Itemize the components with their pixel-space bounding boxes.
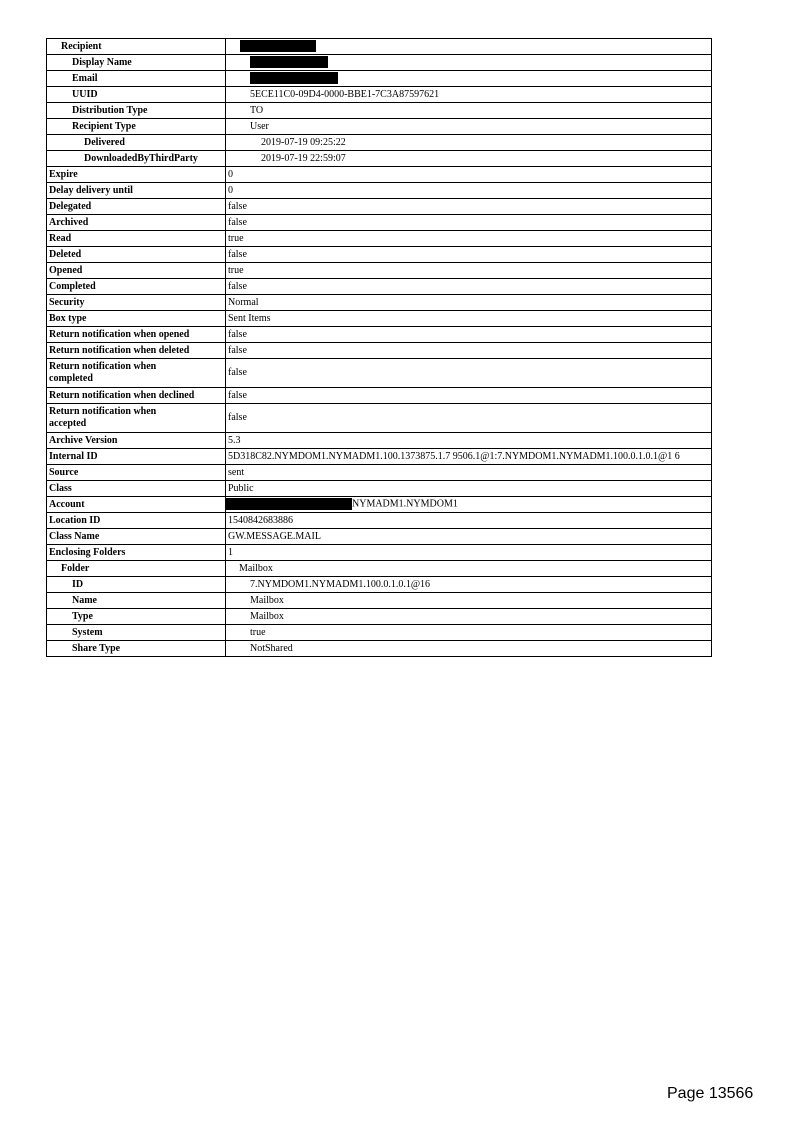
redaction-block — [250, 72, 338, 84]
row-value: Public — [226, 481, 712, 497]
row-label: Recipient Type — [47, 119, 226, 135]
table-row — [47, 609, 712, 625]
table-row — [47, 167, 712, 183]
row-value: false — [226, 388, 712, 404]
row-label: Read — [47, 231, 226, 247]
row-label: Deleted — [47, 247, 226, 263]
row-label: Distribution Type — [47, 103, 226, 119]
row-value: false — [226, 215, 712, 231]
table-row — [47, 465, 712, 481]
row-label: Account — [47, 497, 226, 513]
row-label: Box type — [47, 311, 226, 327]
table-row — [47, 215, 712, 231]
table-row — [47, 71, 712, 87]
row-value: false — [226, 327, 712, 343]
row-value: GW.MESSAGE.MAIL — [226, 529, 712, 545]
table-row — [47, 247, 712, 263]
account-suffix: NYMADM1.NYMDOM1 — [352, 498, 458, 510]
row-label: Delay delivery until — [47, 183, 226, 199]
row-label: ID — [47, 577, 226, 593]
row-label: Security — [47, 295, 226, 311]
table-row — [47, 183, 712, 199]
row-label: Return notification when accepted — [47, 404, 226, 433]
row-label: UUID — [47, 87, 226, 103]
row-label: Class Name — [47, 529, 226, 545]
row-value: 7.NYMDOM1.NYMADM1.100.0.1.0.1@16 — [226, 577, 712, 593]
table-row — [47, 545, 712, 561]
table-row — [47, 279, 712, 295]
row-value: Normal — [226, 295, 712, 311]
table-row — [47, 87, 712, 103]
row-value: TO — [226, 103, 712, 119]
table-row — [47, 295, 712, 311]
row-label: Display Name — [47, 55, 226, 71]
row-value: 2019-07-19 09:25:22 — [226, 135, 712, 151]
row-value: Mailbox — [226, 609, 712, 625]
table-row — [47, 513, 712, 529]
row-value: 1540842683886 — [226, 513, 712, 529]
table-row — [47, 481, 712, 497]
table-row — [47, 327, 712, 343]
row-label: Return notification when opened — [47, 327, 226, 343]
row-value: true — [226, 625, 712, 641]
row-label: Expire — [47, 167, 226, 183]
table-row — [47, 231, 712, 247]
table-row — [47, 388, 712, 404]
row-value: 0 — [226, 167, 712, 183]
row-value — [226, 71, 712, 87]
table-row — [47, 359, 712, 388]
row-label: Return notification when deleted — [47, 343, 226, 359]
table-row — [47, 593, 712, 609]
row-value: true — [226, 263, 712, 279]
table-row — [47, 404, 712, 433]
row-label: System — [47, 625, 226, 641]
row-value: false — [226, 359, 712, 388]
row-value — [226, 55, 712, 71]
table-row — [47, 561, 712, 577]
table-row — [47, 199, 712, 215]
row-value: 5D318C82.NYMDOM1.NYMADM1.100.1373875.1.7 9506.1@1:7.NYMDOM1.NYMADM1.100.0.1.0.1@1 6 — [226, 449, 712, 465]
row-label: Share Type — [47, 641, 226, 657]
row-value — [226, 497, 712, 513]
row-label: Source — [47, 465, 226, 481]
redaction-block — [250, 56, 328, 68]
table-row — [47, 577, 712, 593]
table-row — [47, 311, 712, 327]
row-label: Archive Version — [47, 433, 226, 449]
properties-table — [46, 38, 712, 657]
table-row — [47, 55, 712, 71]
row-label: Archived — [47, 215, 226, 231]
row-value: false — [226, 343, 712, 359]
row-value: false — [226, 279, 712, 295]
row-label: Enclosing Folders — [47, 545, 226, 561]
table-row — [47, 529, 712, 545]
row-value: Mailbox — [226, 593, 712, 609]
row-label: Type — [47, 609, 226, 625]
row-label: Recipient — [47, 39, 226, 55]
row-value: Sent Items — [226, 311, 712, 327]
row-value — [226, 39, 712, 55]
table-row — [47, 263, 712, 279]
row-label: Class — [47, 481, 226, 497]
table-row — [47, 135, 712, 151]
row-value: false — [226, 247, 712, 263]
table-row — [47, 449, 712, 465]
row-label: Completed — [47, 279, 226, 295]
table-row — [47, 343, 712, 359]
row-label: Delegated — [47, 199, 226, 215]
row-label: DownloadedByThirdParty — [47, 151, 226, 167]
row-label: Folder — [47, 561, 226, 577]
row-label: Return notification when declined — [47, 388, 226, 404]
row-label: Email — [47, 71, 226, 87]
row-label: Return notification when completed — [47, 359, 226, 388]
table-row — [47, 151, 712, 167]
table-row — [47, 119, 712, 135]
table-row — [47, 497, 712, 513]
row-value: User — [226, 119, 712, 135]
row-value: 0 — [226, 183, 712, 199]
row-value: 5ECE11C0-09D4-0000-BBE1-7C3A87597621 — [226, 87, 712, 103]
row-value: 2019-07-19 22:59:07 — [226, 151, 712, 167]
table-row — [47, 641, 712, 657]
row-value: Mailbox — [226, 561, 712, 577]
table-row — [47, 39, 712, 55]
table-row — [47, 625, 712, 641]
row-value: 5.3 — [226, 433, 712, 449]
table-row — [47, 103, 712, 119]
row-label: Delivered — [47, 135, 226, 151]
table-row — [47, 433, 712, 449]
row-label: Name — [47, 593, 226, 609]
row-value: NotShared — [226, 641, 712, 657]
page-number: Page 13566 — [667, 1085, 754, 1102]
row-label: Internal ID — [47, 449, 226, 465]
row-value: true — [226, 231, 712, 247]
row-value: sent — [226, 465, 712, 481]
row-label: Opened — [47, 263, 226, 279]
row-label: Location ID — [47, 513, 226, 529]
redaction-block — [226, 498, 352, 510]
row-value: false — [226, 199, 712, 215]
row-value: false — [226, 404, 712, 433]
redaction-block — [240, 40, 316, 52]
row-value: 1 — [226, 545, 712, 561]
